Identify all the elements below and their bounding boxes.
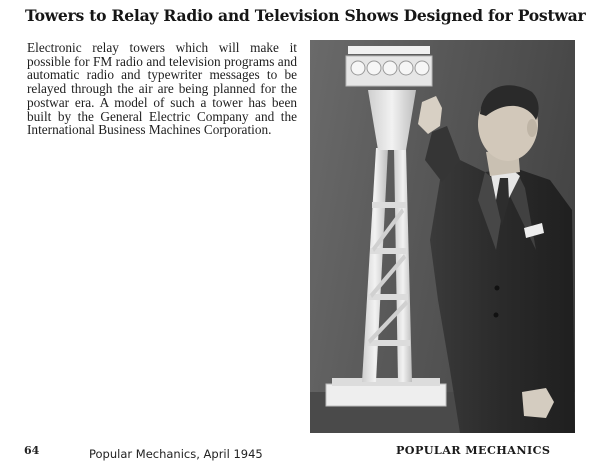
page-number: 64 <box>24 444 40 457</box>
article-body: Electronic relay towers which will make it possible for FM radio and television programs and automatic radio and typewriter messages to be relayed through the air are being planned for the postwar era. A model of such a tower has been built by the General Electric Company and the International Business Machines Corporation. <box>27 40 297 138</box>
source-caption: Popular Mechanics, April 1945 <box>89 447 263 461</box>
relay-tower-model-photo <box>310 40 575 433</box>
article-headline: Towers to Relay Radio and Television Shows Designed for Postwar <box>25 6 586 25</box>
magazine-running-footer: POPULAR MECHANICS <box>396 443 551 457</box>
